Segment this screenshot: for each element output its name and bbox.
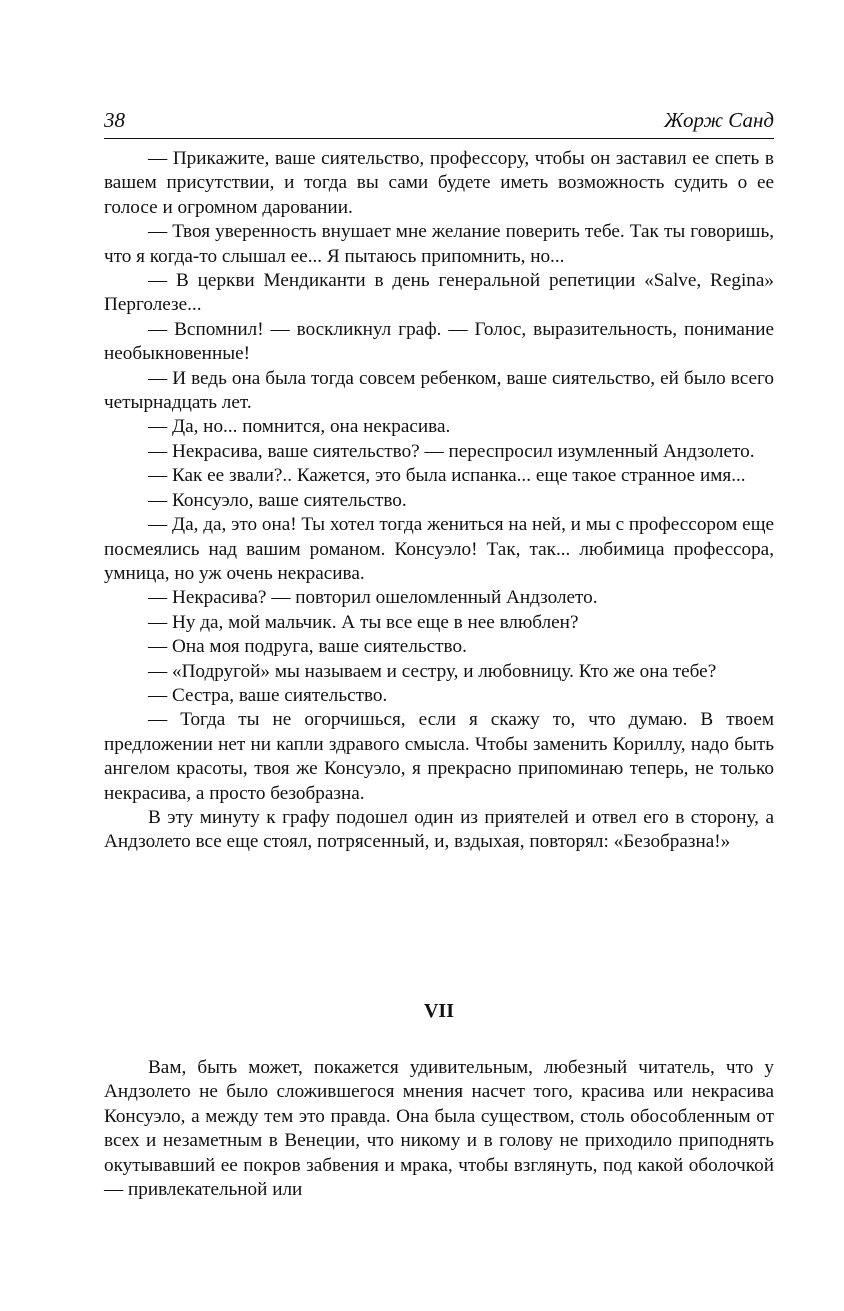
paragraph: — Вспомнил! — воскликнул граф. — Голос, выразительность, понимание необыкновенные! — [104, 318, 774, 365]
paragraph: — Да, да, это она! Ты хотел тогда жениться на ней, и мы с профессором еще посмеялись над вашим романом. Консуэло! Так, так... любимица профессора, умница, но уж очень некрасива. — [104, 514, 774, 584]
paragraph: — Консуэло, ваше сиятельство. — [148, 489, 407, 511]
chapter-body-text — [104, 1056, 774, 1202]
paragraph: — Тогда ты не огорчишься, если я скажу то, что думаю. В твоем предложении нет ни капли здравого смысла. Чтобы заменить Кориллу, надо быть ангелом красоты, твоя же Консуэло, я прекрасно припоминаю теперь, не только некрасива, а просто безобразна. — [104, 709, 774, 804]
paragraph: Вам, быть может, покажется удивительным, любезный читатель, что у Андзолето не было сложившегося мнения насчет того, красива или некрасива Консуэло, а между тем это правда. Она была существом, столь обособленным от всех и незаметным в Венеции, что никому и в голову не приходило приподнять окутывавший ее покров забвения и мрака, чтобы взглянуть, под какой оболочкой — привлекательной или — [104, 1057, 774, 1201]
paragraph: В эту минуту к графу подошел один из приятелей и отвел его в сторону, а Андзолето все еще стоял, потрясенный, и, вздыхая, повторял: «Безобразна!» — [104, 806, 774, 853]
paragraph: — Ну да, мой мальчик. А ты все еще в нее влюблен? — [148, 611, 579, 633]
paragraph: — И ведь она была тогда совсем ребенком, ваше сиятельство, ей было всего четырнадцать лет. — [104, 367, 774, 414]
paragraph: — «Подругой» мы называем и сестру, и любовницу. Кто же она тебе? — [148, 660, 717, 682]
paragraph: — В церкви Мендиканти в день генеральной репетиции «Salve, Regina» Перголезе... — [104, 270, 774, 316]
body-text — [104, 147, 774, 855]
paragraph: — Прикажите, ваше сиятельство, профессору, чтобы он заставил ее спеть в вашем присутствии, и тогда вы сами будете иметь возможность судить о ее голосе и огромном даровании. — [104, 148, 774, 218]
paragraph: — Некрасива? — повторил ошеломленный Андзолето. — [148, 587, 598, 609]
paragraph: — Как ее звали?.. Кажется, это была испанка... еще такое странное имя... — [148, 465, 746, 487]
page-number: 38 — [104, 108, 125, 132]
paragraph: — Твоя уверенность внушает мне желание поверить тебе. Так ты говоришь, что я когда-то слышал ее... Я пытаюсь припомнить, но... — [104, 221, 774, 267]
chapter-heading: VII — [423, 1000, 454, 1022]
paragraph: — Некрасива, ваше сиятельство? — переспросил изумленный Андзолето. — [148, 440, 755, 462]
paragraph: — Да, но... помнится, она некрасива. — [148, 416, 451, 438]
paragraph: — Сестра, ваше сиятельство. — [148, 684, 388, 706]
paragraph: — Она моя подруга, ваше сиятельство. — [148, 636, 467, 658]
running-header — [104, 108, 774, 136]
header-rule — [104, 138, 774, 139]
running-head-author: Жорж Санд — [664, 108, 774, 132]
